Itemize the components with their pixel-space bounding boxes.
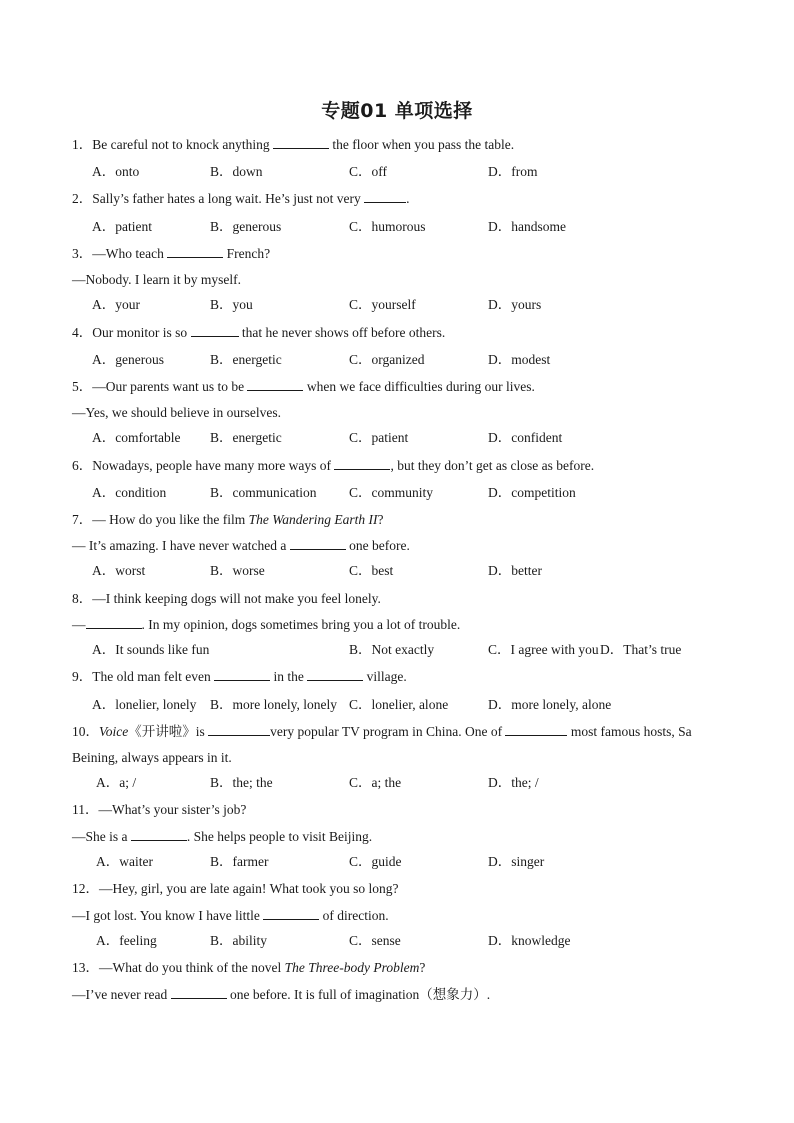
q9-option-a: A．lonelier, lonely bbox=[92, 697, 197, 712]
q4-option-a: A．generous bbox=[92, 352, 164, 367]
answer-blank bbox=[167, 245, 223, 258]
answer-blank bbox=[171, 986, 227, 999]
question-3-stem: 3．—Who teach French? bbox=[72, 246, 271, 261]
q12-option-c: C．sense bbox=[349, 933, 401, 948]
question-11-reply: —She is a . She helps people to visit Beijing. bbox=[72, 829, 373, 844]
q10-option-d: D．the; / bbox=[488, 775, 539, 790]
q11-option-b: B．farmer bbox=[210, 854, 269, 869]
q6-option-d: D．competition bbox=[488, 485, 576, 500]
q1-option-b: B．down bbox=[210, 164, 263, 179]
answer-blank bbox=[247, 378, 303, 391]
q1-option-a: A．onto bbox=[92, 164, 140, 179]
q3-option-a: A．your bbox=[92, 297, 140, 312]
question-6-stem: 6．Nowadays, people have many more ways of , but they don’t get as close as before. bbox=[72, 458, 595, 473]
q10-option-b: B．the; the bbox=[210, 775, 273, 790]
answer-blank bbox=[307, 668, 363, 681]
show-title: Voice bbox=[99, 724, 129, 739]
q11-option-d: D．singer bbox=[488, 854, 545, 869]
q1-option-c: C．off bbox=[349, 164, 388, 179]
question-13-reply: —I’ve never read one before. It is full of imagination（想象力）. bbox=[72, 987, 491, 1002]
q7-option-c: C．best bbox=[349, 563, 394, 578]
q11-option-a: A．waiter bbox=[96, 854, 153, 869]
question-13-stem: 13．—What do you think of the novel The Three-body Problem? bbox=[72, 960, 426, 975]
question-8-stem: 8．—I think keeping dogs will not make you feel lonely. bbox=[72, 591, 381, 606]
question-8-reply: — . In my opinion, dogs sometimes bring you a lot of trouble. bbox=[72, 617, 461, 632]
q2-option-b: B．generous bbox=[210, 219, 282, 234]
q8-option-d: D．That’s true bbox=[600, 642, 682, 657]
answer-blank bbox=[290, 537, 346, 550]
q9-option-d: D．more lonely, alone bbox=[488, 697, 612, 712]
q8-option-c: C．I agree with you bbox=[488, 642, 599, 657]
q9-option-b: B．more lonely, lonely bbox=[210, 697, 337, 712]
answer-blank bbox=[131, 828, 187, 841]
q12-option-b: B．ability bbox=[210, 933, 267, 948]
question-2-stem: 2．Sally’s father hates a long wait. He’s just not very . bbox=[72, 191, 410, 206]
answer-blank bbox=[191, 324, 239, 337]
q3-option-c: C．yourself bbox=[349, 297, 416, 312]
q5-option-a: A．comfortable bbox=[92, 430, 181, 445]
question-12-reply: —I got lost. You know I have little of direction. bbox=[72, 908, 389, 923]
q3-option-b: B．you bbox=[210, 297, 253, 312]
q5-option-b: B．energetic bbox=[210, 430, 282, 445]
question-11-stem: 11．—What’s your sister’s job? bbox=[72, 802, 247, 817]
answer-blank bbox=[364, 190, 406, 203]
question-9-stem: 9．The old man felt even in the village. bbox=[72, 669, 407, 684]
answer-blank bbox=[334, 457, 390, 470]
q3-option-d: D．yours bbox=[488, 297, 542, 312]
q4-option-d: D．modest bbox=[488, 352, 551, 367]
question-7-reply: — It’s amazing. I have never watched a one before. bbox=[72, 538, 410, 553]
answer-blank bbox=[505, 723, 567, 736]
question-4-stem: 4．Our monitor is so that he never shows off before others. bbox=[72, 325, 446, 340]
q12-option-a: A．feeling bbox=[96, 933, 157, 948]
q9-option-c: C．lonelier, alone bbox=[349, 697, 449, 712]
answer-blank bbox=[273, 136, 329, 149]
answer-blank bbox=[86, 616, 142, 629]
q6-option-c: C．community bbox=[349, 485, 433, 500]
q2-option-c: C．humorous bbox=[349, 219, 426, 234]
page-title: 专题01 单项选择 bbox=[321, 100, 473, 122]
q10-option-a: A．a; / bbox=[96, 775, 137, 790]
answer-blank bbox=[263, 907, 319, 920]
film-title: The Wandering Earth II bbox=[248, 512, 378, 527]
q8-option-a: A．It sounds like fun bbox=[92, 642, 210, 657]
question-12-stem: 12．—Hey, girl, you are late again! What took you so long? bbox=[72, 881, 399, 896]
q7-option-a: A．worst bbox=[92, 563, 146, 578]
q5-option-d: D．confident bbox=[488, 430, 563, 445]
q5-option-c: C．patient bbox=[349, 430, 409, 445]
question-5-reply: —Yes, we should believe in ourselves. bbox=[72, 405, 281, 420]
question-7-stem: 7．— How do you like the film The Wandering Earth II? bbox=[72, 512, 384, 527]
q1-option-d: D．from bbox=[488, 164, 538, 179]
question-1-stem: 1．Be careful not to knock anything the floor when you pass the table. bbox=[72, 137, 515, 152]
question-10-stem-cont: Beining, always appears in it. bbox=[72, 750, 232, 765]
question-10-stem: 10．Voice《开讲啦》is very popular TV program in China. One of most famous hosts, Sa bbox=[72, 724, 692, 739]
q11-option-c: C．guide bbox=[349, 854, 402, 869]
q10-option-c: C．a; the bbox=[349, 775, 402, 790]
q7-option-d: D．better bbox=[488, 563, 542, 578]
q6-option-a: A．condition bbox=[92, 485, 167, 500]
q2-option-d: D．handsome bbox=[488, 219, 566, 234]
answer-blank bbox=[208, 723, 270, 736]
q7-option-b: B．worse bbox=[210, 563, 265, 578]
q8-option-b: B．Not exactly bbox=[349, 642, 435, 657]
novel-title: The Three-body Problem bbox=[284, 960, 420, 975]
question-5-stem: 5．—Our parents want us to be when we face difficulties during our lives. bbox=[72, 379, 535, 394]
question-3-reply: —Nobody. I learn it by myself. bbox=[72, 272, 241, 287]
q2-option-a: A．patient bbox=[92, 219, 152, 234]
q4-option-b: B．energetic bbox=[210, 352, 282, 367]
q12-option-d: D．knowledge bbox=[488, 933, 571, 948]
answer-blank bbox=[214, 668, 270, 681]
q6-option-b: B．communication bbox=[210, 485, 317, 500]
q4-option-c: C．organized bbox=[349, 352, 425, 367]
